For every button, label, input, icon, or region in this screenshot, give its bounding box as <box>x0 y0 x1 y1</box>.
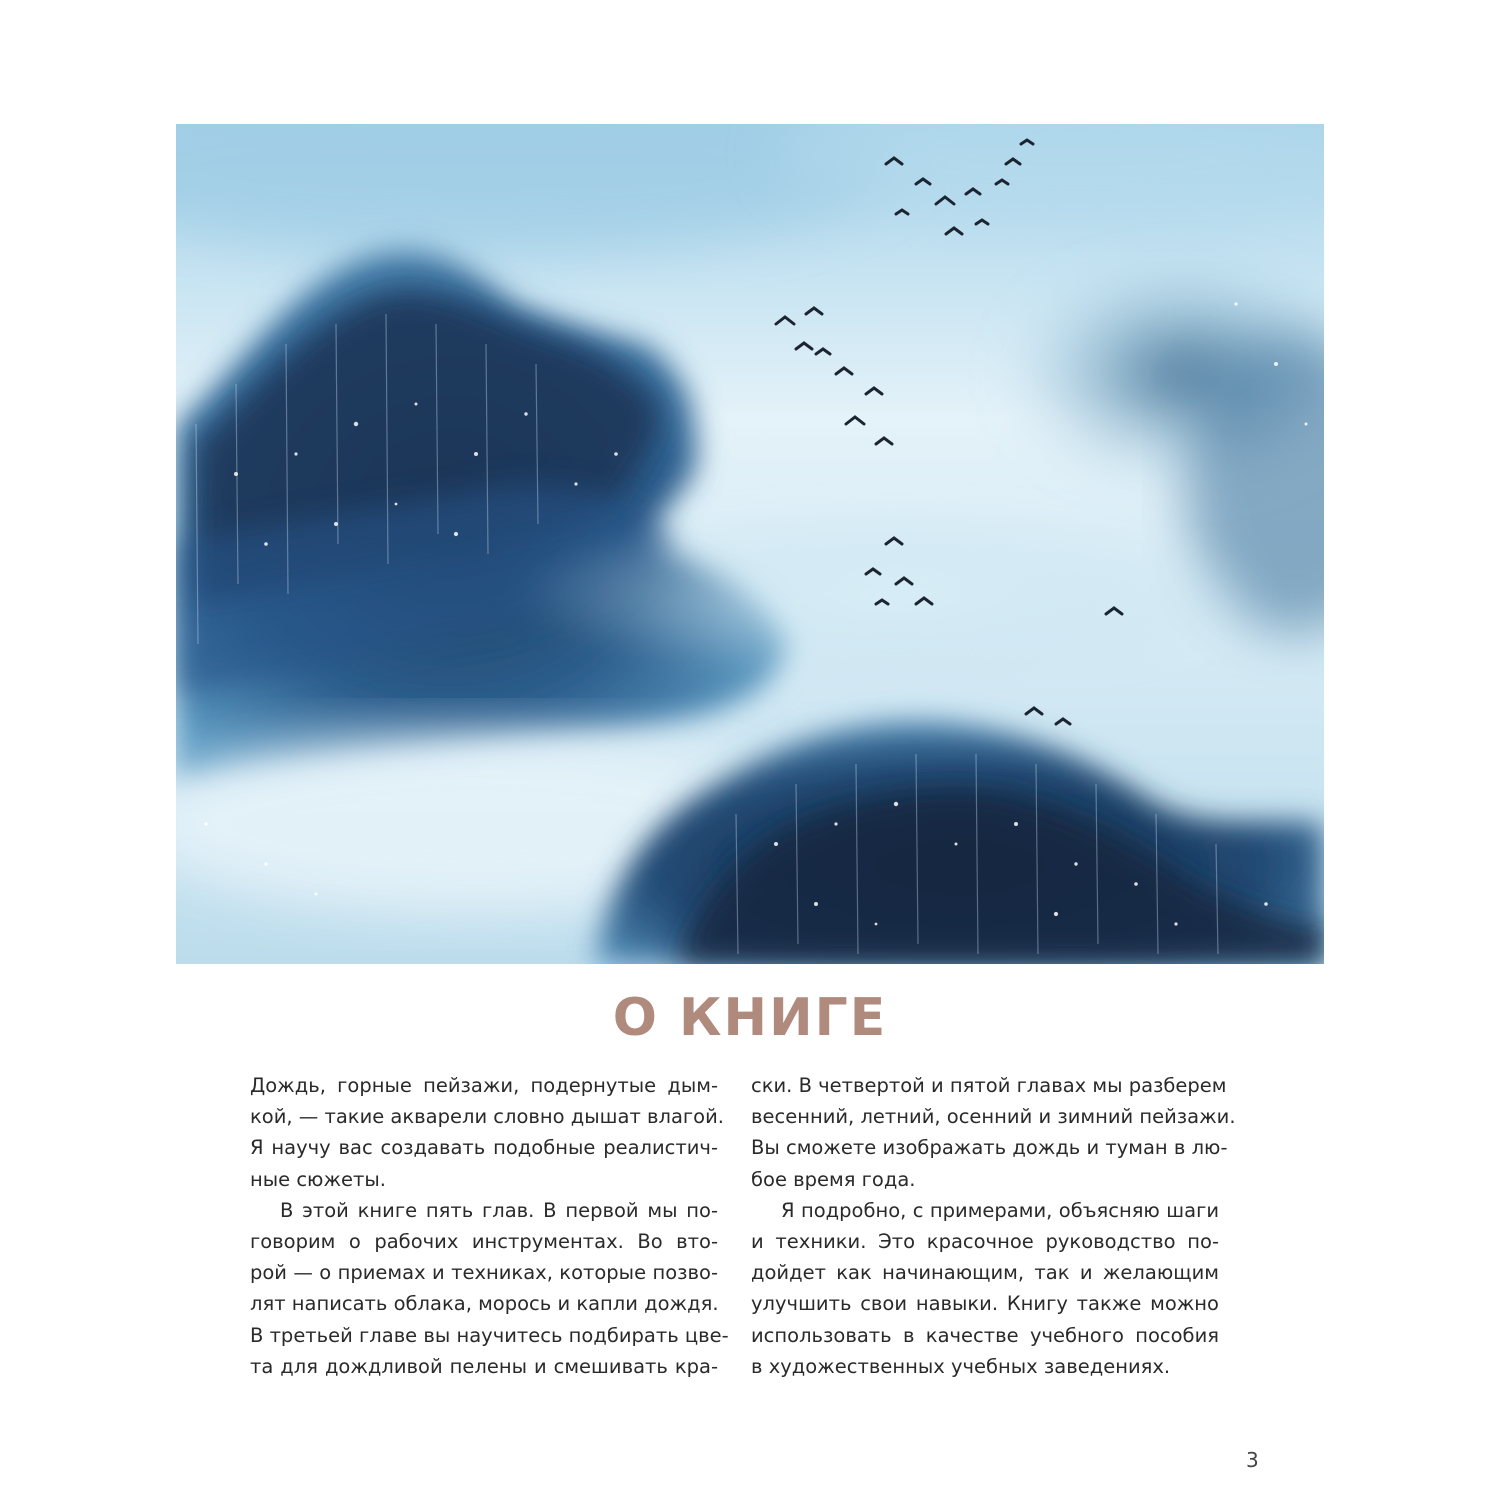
page-title: О КНИГЕ <box>612 988 888 1048</box>
paragraph-line: Вы сможете изображать дождь и туман в лю- <box>751 1136 1228 1160</box>
paragraph-line: бое время года. <box>751 1167 916 1191</box>
page-number: 3 <box>1246 1448 1259 1472</box>
paragraph-line: весенний, летний, осенний и зимний пейзажи. <box>751 1105 1236 1129</box>
paragraph-line: дойдет как начинающим, так и желающим <box>751 1261 1219 1285</box>
paragraph-line: лят написать облака, морось и капли дождя. <box>250 1292 719 1316</box>
paragraph-line: использовать в качестве учебного пособия <box>751 1323 1219 1347</box>
paragraph-line: Я научу вас создавать подобные реалистич- <box>250 1136 718 1160</box>
paragraph-line: В этой книге пять глав. В первой мы по- <box>280 1198 718 1222</box>
paragraph-line: и техники. Это красочное руководство по- <box>751 1229 1219 1253</box>
paragraph-line: рой — о приемах и техниках, которые позво- <box>250 1261 718 1285</box>
paragraph-line: кой, — такие акварели словно дышат влагой. <box>250 1105 724 1129</box>
paragraph-line: ски. В четвертой и пятой главах мы разберем <box>751 1074 1227 1097</box>
text-column-left <box>250 1070 729 1382</box>
paragraph-line: Я подробно, с примерами, объясняю шаги <box>781 1198 1219 1222</box>
paragraph-line: в художественных учебных заведениях. <box>751 1354 1171 1378</box>
paragraph-line: Дождь, горные пейзажи, подернутые дым- <box>250 1074 718 1097</box>
paragraph-line: улучшить свои навыки. Книгу также можно <box>751 1292 1219 1316</box>
text-column-right <box>751 1070 1236 1382</box>
paragraph-line: та для дождливой пелены и смешивать кра- <box>250 1354 718 1378</box>
watercolor-illustration <box>176 124 1324 964</box>
paragraph-line: говорим о рабочих инструментах. Во вто- <box>250 1229 718 1253</box>
paragraph-line: В третьей главе вы научитесь подбирать цве- <box>250 1323 729 1347</box>
paragraph-line: ные сюжеты. <box>250 1167 386 1191</box>
